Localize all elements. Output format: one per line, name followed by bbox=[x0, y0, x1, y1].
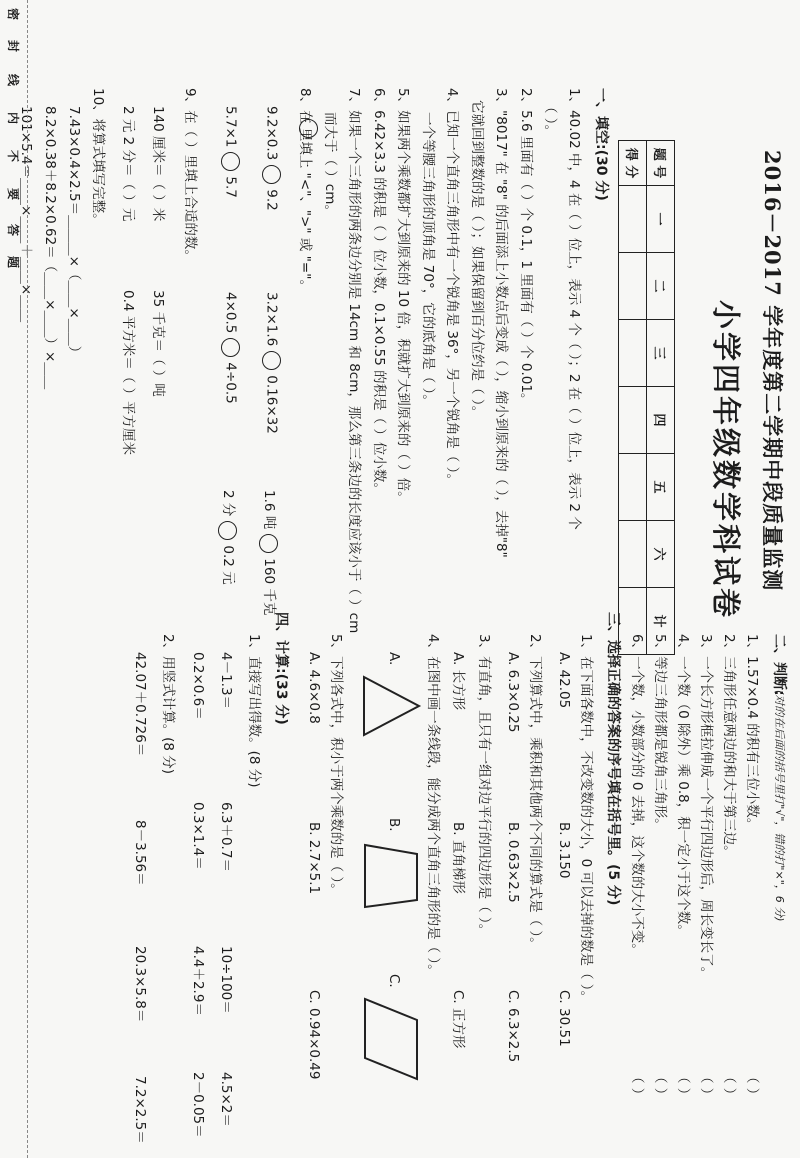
calc-q1-heading: 1、直接写出得数。(8 分) bbox=[246, 634, 262, 788]
binding-char: 密 bbox=[6, 8, 20, 21]
choice-option[interactable]: A. 42.05 bbox=[556, 652, 572, 709]
fill-q6: 6、6.42×3.3 的积是（ ）位小数，0.1×0.55 的积是（ ）位小数。 bbox=[371, 88, 387, 496]
unit-conversion: 140 厘米＝（ ）米 bbox=[150, 106, 166, 222]
mental-math-item: 4.4＋2.9＝ bbox=[190, 946, 206, 1016]
judge-q6: 6、一个数，小数部分的 0 去掉，这个数的大小不变。 bbox=[629, 634, 645, 957]
judge-q3: 3、一个长方形框拉伸成一个平行四边形后，周长变长了。 bbox=[698, 634, 714, 981]
mental-math-item: 4.5×2＝ bbox=[218, 1072, 234, 1127]
score-header-cell: 一 bbox=[647, 186, 675, 253]
score-header-cell: 六 bbox=[647, 521, 675, 588]
score-label-cell: 得 分 bbox=[619, 141, 647, 186]
exam-subject-title: 小学四年级数学科试卷 bbox=[709, 300, 743, 621]
compare-right: 9.2 bbox=[263, 189, 280, 211]
score-cell bbox=[619, 253, 647, 320]
section-4-heading: 四、计算:(33 分) bbox=[273, 612, 289, 725]
choice-q2: 2、下列算式中，乘积和其他两个不同的算式是（ ）。 bbox=[527, 634, 543, 951]
judge-bracket[interactable]: （ ） bbox=[698, 1070, 714, 1102]
compare-right: 160 千克 bbox=[261, 558, 277, 616]
fill-q8: 8、在 里填上 "<"、">" 或 "="。 bbox=[297, 88, 313, 293]
score-cell bbox=[619, 454, 647, 521]
choice-option[interactable]: A. 6.3×0.25 bbox=[505, 652, 521, 733]
compare-left: 1.6 吨 bbox=[261, 490, 277, 530]
exam-header-title: 2016－2017 学年度第二学期中段质量监测 bbox=[760, 150, 785, 592]
fill-q3-line1: 3、"8017" 在 "8" 的后面添上小数点后变成（ ），缩小到原来的（ ），去掉"8" bbox=[493, 88, 509, 558]
score-cell bbox=[619, 186, 647, 253]
choice-q5: 5、下列各式中，积小于两个乘数的是（ ）。 bbox=[328, 634, 344, 897]
compare-row-1 bbox=[260, 490, 282, 615]
judge-bracket[interactable]: （ ） bbox=[652, 1070, 668, 1102]
unit-conversion: 35 千克＝（ ）吨 bbox=[150, 290, 166, 397]
compare-left: 9.2×0.3 bbox=[263, 106, 280, 161]
score-header-cell: 二 bbox=[647, 253, 675, 320]
score-header-cell: 四 bbox=[647, 387, 675, 454]
judge-q5: 5、等边三角形都是锐角三角形。 bbox=[652, 634, 668, 832]
choice-option[interactable]: B. bbox=[386, 818, 402, 832]
vertical-calc-item: 42.07＋0.726＝ bbox=[132, 652, 148, 757]
vertical-calc-item: 7.2×2.5＝ bbox=[132, 1076, 148, 1144]
binding-char: 封 bbox=[6, 40, 20, 53]
compare-row-2 bbox=[221, 292, 240, 404]
mental-math-item: 4－1.3＝ bbox=[218, 652, 234, 710]
compare-circle-icon[interactable] bbox=[219, 521, 238, 540]
section-2-heading: 二、判断: bbox=[771, 634, 787, 696]
compare-left: 5.7×1 bbox=[222, 106, 239, 148]
compare-left: 2 分 bbox=[220, 490, 236, 517]
vertical-calc-item: 8－3.56＝ bbox=[132, 820, 148, 886]
compare-row-2 bbox=[221, 106, 240, 198]
section-3-heading: 三、选择正确的答案的序号填在括号里。(5 分) bbox=[605, 612, 621, 906]
choice-q3: 3、有直角，且只有一组对边平行的四边形是（ ）。 bbox=[476, 634, 492, 938]
compare-row-2 bbox=[219, 490, 241, 585]
unit-conversion: 2 元 2 分＝（ ）元 bbox=[120, 106, 136, 222]
fill-q7-line1: 7、如果一个三角形的两条边分别是 14cm 和 8cm，那么第三条边的长度应该小于（ ）cm bbox=[346, 88, 362, 634]
section-1-heading: 一、填空:(30 分) bbox=[593, 88, 609, 201]
judge-bracket[interactable]: （ ） bbox=[675, 1070, 691, 1102]
binding-char: 题 bbox=[6, 256, 20, 269]
score-cell bbox=[619, 521, 647, 588]
mental-math-item: 0.3×1.4＝ bbox=[190, 802, 206, 870]
fill-q9: 9、在（ ）里填上合适的数。 bbox=[182, 88, 198, 263]
binding-char: 线 bbox=[6, 74, 20, 87]
choice-option[interactable]: C. 正方形 bbox=[450, 990, 466, 1049]
binding-char: 答 bbox=[6, 224, 20, 237]
judge-q4: 4、一个数（0 除外）乘 0.8，积一定小于这个数。 bbox=[675, 634, 691, 938]
fill-q2: 2、5.6 里面有（ ）个 0.1，1 里面有（ ）个 0.01。 bbox=[518, 88, 534, 407]
complete-equation: 8.2×0.38＋8.2×0.62＝（＿＿×＿＿）×＿＿ bbox=[42, 106, 58, 390]
choice-option[interactable]: A. 4.6×0.8 bbox=[306, 652, 322, 724]
compare-circle-icon[interactable] bbox=[262, 165, 281, 184]
choice-option[interactable]: B. 3.150 bbox=[556, 822, 572, 879]
choice-option[interactable]: C. 6.3×2.5 bbox=[505, 990, 521, 1063]
fill-q1-line2: （ ）。 bbox=[542, 100, 558, 139]
score-table bbox=[618, 140, 675, 655]
score-header-cell: 计 bbox=[647, 588, 675, 655]
complete-equation: 101×5.4＝＿＿×＿＿＋＿＿×＿＿ bbox=[18, 106, 34, 323]
compare-right: 4÷0.5 bbox=[222, 362, 239, 404]
vertical-calc-item: 20.3×5.8＝ bbox=[132, 946, 148, 1023]
choice-option[interactable]: B. 直角梯形 bbox=[450, 822, 466, 894]
fill-q4-line1: 4、已知一个直角三角形中有一个锐角是 36°，另一个锐角是（ ）。 bbox=[444, 88, 460, 487]
compare-circle-icon[interactable] bbox=[262, 351, 281, 370]
choice-option[interactable]: C. 0.94×0.49 bbox=[306, 990, 322, 1080]
compare-left: 4×0.5 bbox=[222, 292, 239, 334]
unit-conversion: 0.4 平方米＝（ ）平方厘米 bbox=[120, 290, 136, 456]
mental-math-item: 6.3＋0.7＝ bbox=[218, 802, 234, 872]
fill-q4-line2: 一个等腰三角形的顶角是 70°，它的底角是（ ）。 bbox=[420, 112, 436, 408]
choice-option[interactable]: C. bbox=[386, 974, 402, 988]
mental-math-item: 0.2×0.6＝ bbox=[190, 652, 206, 720]
fill-q1-line1: 1、40.02 中，4 在（ ）位上，表示 4 个（ ）；2 在（ ）位上，表示 2 个 bbox=[566, 88, 582, 530]
section-2-note: (对的在后面的括号里打"√"，错的打"×"，6 分) bbox=[773, 690, 786, 922]
judge-q2: 2、三角形任意两边的和大于第三边。 bbox=[721, 634, 737, 859]
compare-circle-icon bbox=[299, 119, 318, 138]
fill-q3-line2: 它就回到整数的是（ ）；如果保留到百分位约是（ ）。 bbox=[469, 100, 485, 420]
compare-right: 0.2 元 bbox=[220, 545, 236, 585]
judge-bracket[interactable]: （ ） bbox=[629, 1070, 645, 1102]
choice-q4: 4、在图中画一条线段，能分成两个直角三角形的是（ ）。 bbox=[425, 634, 441, 978]
compare-circle-icon[interactable] bbox=[260, 534, 279, 553]
binding-char: 内 bbox=[6, 112, 20, 125]
judge-bracket[interactable]: （ ） bbox=[721, 1070, 737, 1102]
compare-row-1 bbox=[262, 292, 281, 434]
fill-q5: 5、如果两个乘数都扩大到原来的 10 倍，积就扩大到原来的（ ）倍。 bbox=[395, 88, 411, 505]
choice-option[interactable]: A. 长方形 bbox=[450, 652, 466, 711]
binding-char: 要 bbox=[6, 188, 20, 201]
choice-option[interactable]: B. 2.7×5.1 bbox=[306, 822, 322, 895]
compare-row-1 bbox=[262, 106, 281, 211]
score-header-cell: 题 号 bbox=[647, 141, 675, 186]
compare-left: 3.2×1.6 bbox=[263, 292, 280, 347]
calc-q2-heading: 2、用竖式计算。(8 分) bbox=[160, 634, 176, 775]
compare-circle-icon[interactable] bbox=[221, 338, 240, 357]
binding-char: 不 bbox=[6, 150, 20, 163]
mental-math-item: 2－0.05＝ bbox=[190, 1072, 206, 1138]
judge-q1: 1、1.57×0.4 的积有三位小数。 bbox=[744, 634, 760, 832]
score-cell bbox=[619, 320, 647, 387]
binding-margin bbox=[0, 0, 30, 1158]
mental-math-item: 10÷100＝ bbox=[218, 946, 234, 1014]
complete-equation: 7.43×0.4×2.5＝＿＿＿×（＿＿×＿＿） bbox=[66, 106, 82, 360]
judge-bracket[interactable]: （ ） bbox=[744, 1070, 760, 1102]
triangle-shape-icon bbox=[360, 674, 422, 738]
choice-option[interactable]: B. 0.63×2.5 bbox=[505, 822, 521, 903]
fill-q10: 10、将算式填写完整。 bbox=[90, 88, 106, 227]
choice-q1: 1、在下面各数中，不改变数的大小，0 可以去掉的数是（ ）。 bbox=[578, 634, 594, 1005]
parallelogram-shape-icon bbox=[362, 996, 420, 1082]
choice-option[interactable]: C. 30.51 bbox=[556, 990, 572, 1047]
compare-circle-icon[interactable] bbox=[221, 152, 240, 171]
score-header-cell: 三 bbox=[647, 320, 675, 387]
score-cell bbox=[619, 387, 647, 454]
compare-right: 5.7 bbox=[222, 176, 239, 198]
compare-right: 0.16×32 bbox=[263, 375, 280, 434]
trapezoid-shape-icon bbox=[362, 842, 420, 910]
choice-option[interactable]: A. bbox=[386, 652, 402, 666]
score-header-cell: 五 bbox=[647, 454, 675, 521]
fill-q7-line2: 而大于（ ）cm。 bbox=[322, 112, 338, 218]
